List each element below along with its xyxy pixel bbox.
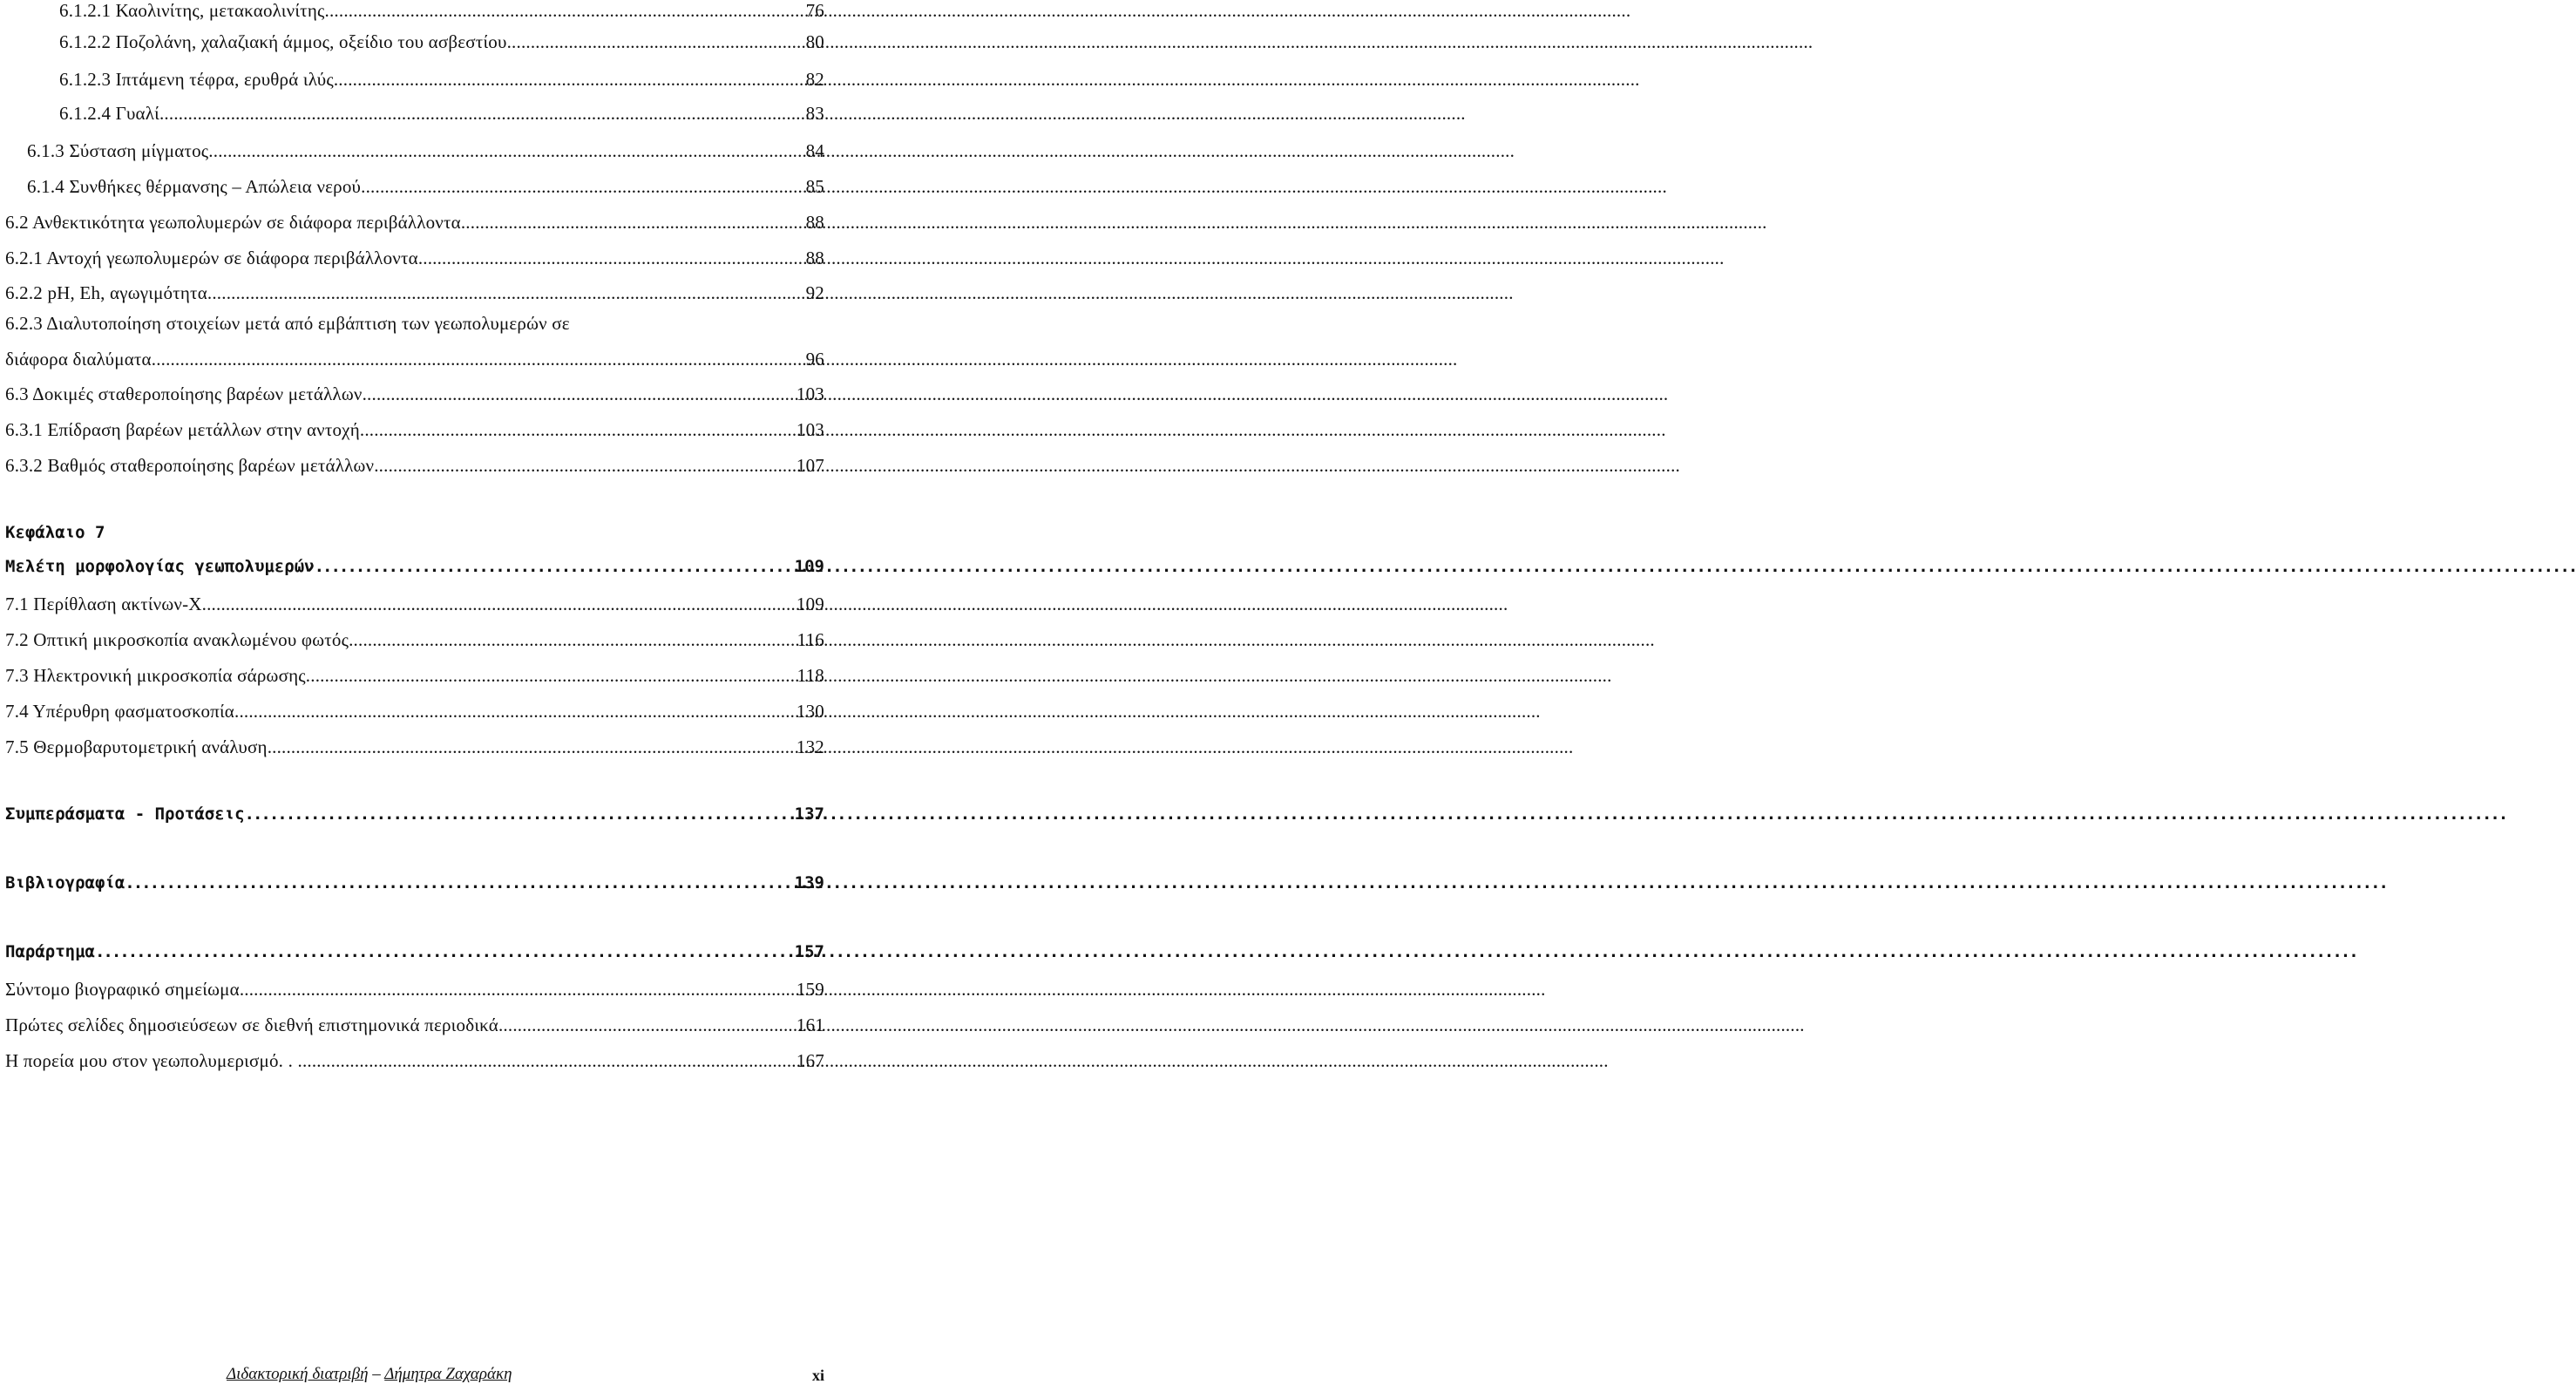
toc-leader-dots xyxy=(159,103,804,125)
toc-entry-title: 6.1.3 Σύσταση μίγματος xyxy=(27,140,209,161)
toc-leader-dots xyxy=(268,736,795,758)
toc-entry-title: Μελέτη μορφολογίας γεωπολυμερών xyxy=(5,557,315,576)
toc-leader-dots xyxy=(360,419,795,441)
toc-entry-page-number: 116 xyxy=(797,629,824,650)
toc-entry-page-number: 88 xyxy=(805,212,824,233)
toc-entry[interactable] xyxy=(27,176,824,206)
toc-entry-title: 6.1.2.1 Καολινίτης, μετακαολινίτης xyxy=(59,0,325,21)
toc-leader-dots xyxy=(418,248,804,269)
footer-page-number: xi xyxy=(811,1367,824,1384)
toc-entry-page-number: 132 xyxy=(796,736,824,757)
toc-entry[interactable] xyxy=(5,594,824,623)
toc-entry-title: 6.2 Ανθεκτικότητα γεωπολυμερών σε διάφορα περιβάλλοντα xyxy=(5,212,461,233)
toc-entry-title: Σύντομο βιογραφικό σημείωμα xyxy=(5,979,240,1000)
footer-thesis-label: Διδακτορική διατριβή xyxy=(227,1365,369,1383)
toc-entry[interactable] xyxy=(59,103,824,132)
toc-leader-dots xyxy=(349,629,796,651)
toc-leader-dots xyxy=(245,804,793,824)
toc-entry-title: 6.1.2.3 Ιπτάμενη τέφρα, ερυθρά ιλύς xyxy=(59,69,334,90)
toc-entry[interactable] xyxy=(5,282,824,312)
toc-entry-title: Βιβλιογραφία xyxy=(5,873,125,892)
toc-leader-dots xyxy=(95,942,793,961)
toc-leader-dots xyxy=(202,594,795,615)
toc-entry-title: 7.3 Ηλεκτρονική μικροσκοπία σάρωσης xyxy=(5,665,306,686)
toc-entry-title: Πρώτες σελίδες δημοσιεύσεων σε διεθνή επιστημονικά περιοδικά xyxy=(5,1014,498,1035)
toc-entry[interactable] xyxy=(27,140,824,170)
toc-entry[interactable] xyxy=(59,0,824,30)
toc-leader-dots xyxy=(240,979,795,1001)
toc-entry-page-number: 137 xyxy=(794,804,824,824)
toc-leader-dots xyxy=(361,176,803,198)
toc-entry[interactable] xyxy=(5,419,824,449)
toc-entry-title: Συμπεράσματα - Προτάσεις xyxy=(5,804,245,824)
footer-dash: – xyxy=(368,1365,385,1383)
toc-entry-page-number: 96 xyxy=(805,349,824,370)
toc-entry[interactable] xyxy=(5,629,824,659)
toc-entry[interactable] xyxy=(5,942,824,972)
toc-entry-page-number: 159 xyxy=(796,979,824,1000)
toc-entry-page-number: 88 xyxy=(805,248,824,268)
toc-entry[interactable] xyxy=(5,212,824,241)
toc-entry-title: 7.5 Θερμοβαρυτομετρική ανάλυση xyxy=(5,736,268,757)
toc-entry-title: Παράρτημα xyxy=(5,942,95,961)
toc-entry[interactable] xyxy=(59,69,824,98)
toc-entry-title: 7.2 Οπτική μικροσκοπία ανακλωμένου φωτός xyxy=(5,629,349,650)
toc-leader-dots xyxy=(461,212,804,234)
toc-entry[interactable] xyxy=(5,455,824,485)
toc-entry-title: Η πορεία μου στον γεωπολυμερισμό. . . xyxy=(5,1050,302,1071)
toc-leader-dots xyxy=(315,557,793,576)
toc-entry[interactable] xyxy=(5,665,824,695)
toc-entry[interactable] xyxy=(5,979,824,1008)
footer-thesis-credit xyxy=(227,1365,512,1384)
toc-entry-title: διάφορα διαλύματα xyxy=(5,349,152,370)
toc-entry-title: 7.1 Περίθλαση ακτίνων-Χ xyxy=(5,594,202,614)
toc-leader-dots xyxy=(306,665,796,687)
toc-entry[interactable] xyxy=(5,736,824,766)
toc-entry-page-number: 109 xyxy=(794,557,824,576)
toc-entry-page-number: 161 xyxy=(796,1014,824,1035)
chapter-7-heading: Κεφάλαιο 7 xyxy=(5,523,105,542)
toc-entry-page-number: 118 xyxy=(797,665,824,686)
toc-entry[interactable] xyxy=(59,31,824,61)
toc-page xyxy=(0,0,837,1391)
toc-entry-title: 6.3 Δοκιμές σταθεροποίησης βαρέων μετάλλων xyxy=(5,383,363,404)
toc-entry[interactable] xyxy=(5,383,824,413)
footer-author: Δήμητρα Ζαχαράκη xyxy=(384,1365,512,1383)
toc-entry[interactable] xyxy=(5,804,824,834)
toc-entry-page-number: 83 xyxy=(805,103,824,124)
toc-entry-page-number: 109 xyxy=(796,594,824,614)
toc-entry-6-2-3-first-line: 6.2.3 Διαλυτοποίηση στοιχείων μετά από εμβάπτιση των γεωπολυμερών σε xyxy=(5,313,570,334)
toc-entry-page-number: 103 xyxy=(796,419,824,440)
toc-entry-title: 6.1.2.2 Ποζολάνη, χαλαζιακή άμμος, οξείδιο του ασβεστίου xyxy=(59,31,507,52)
toc-entry[interactable] xyxy=(5,248,824,277)
page-footer xyxy=(227,1365,824,1388)
toc-entry-page-number: 130 xyxy=(796,701,824,722)
toc-leader-dots xyxy=(302,1050,795,1072)
toc-entry-page-number: 103 xyxy=(796,383,824,404)
toc-leader-dots xyxy=(125,873,792,892)
toc-leader-dots xyxy=(152,349,804,370)
toc-entry-page-number: 76 xyxy=(805,0,824,21)
toc-entry-title: 6.3.1 Επίδραση βαρέων μετάλλων στην αντοχή xyxy=(5,419,360,440)
toc-entry[interactable] xyxy=(5,1014,824,1044)
toc-leader-dots xyxy=(498,1014,795,1036)
toc-leader-dots xyxy=(325,0,804,22)
toc-entry-title: 6.1.2.4 Γυαλί xyxy=(59,103,159,124)
toc-entry-page-number: 80 xyxy=(805,31,824,52)
toc-entry-page-number: 85 xyxy=(805,176,824,197)
toc-entry[interactable] xyxy=(5,873,824,903)
toc-leader-dots xyxy=(334,69,804,91)
toc-entry[interactable] xyxy=(5,349,824,378)
toc-entry-page-number: 82 xyxy=(805,69,824,90)
toc-entry-page-number: 167 xyxy=(796,1050,824,1071)
toc-entry-page-number: 92 xyxy=(805,282,824,303)
toc-leader-dots xyxy=(208,140,803,162)
toc-entry-title: 7.4 Υπέρυθρη φασματοσκοπία xyxy=(5,701,234,722)
toc-leader-dots xyxy=(507,31,804,53)
toc-leader-dots xyxy=(374,455,795,477)
toc-entry[interactable] xyxy=(5,557,824,587)
toc-entry-title: 6.2.2 pH, Eh, αγωγιμότητα xyxy=(5,282,207,303)
toc-entry-page-number: 139 xyxy=(794,873,824,892)
toc-entry-title: 6.3.2 Βαθμός σταθεροποίησης βαρέων μετάλλων xyxy=(5,455,375,476)
toc-entry-page-number: 107 xyxy=(796,455,824,476)
toc-leader-dots xyxy=(234,701,795,723)
toc-entry-page-number: 157 xyxy=(794,942,824,961)
toc-leader-dots xyxy=(363,383,795,405)
toc-entry-title: 6.2.1 Αντοχή γεωπολυμερών σε διάφορα περιβάλλοντα xyxy=(5,248,418,268)
toc-entry[interactable] xyxy=(5,1050,824,1080)
toc-entry-page-number: 84 xyxy=(805,140,824,161)
toc-leader-dots xyxy=(207,282,804,304)
toc-entry-title: 6.1.4 Συνθήκες θέρμανσης – Απώλεια νερού xyxy=(27,176,362,197)
toc-entry[interactable] xyxy=(5,701,824,730)
